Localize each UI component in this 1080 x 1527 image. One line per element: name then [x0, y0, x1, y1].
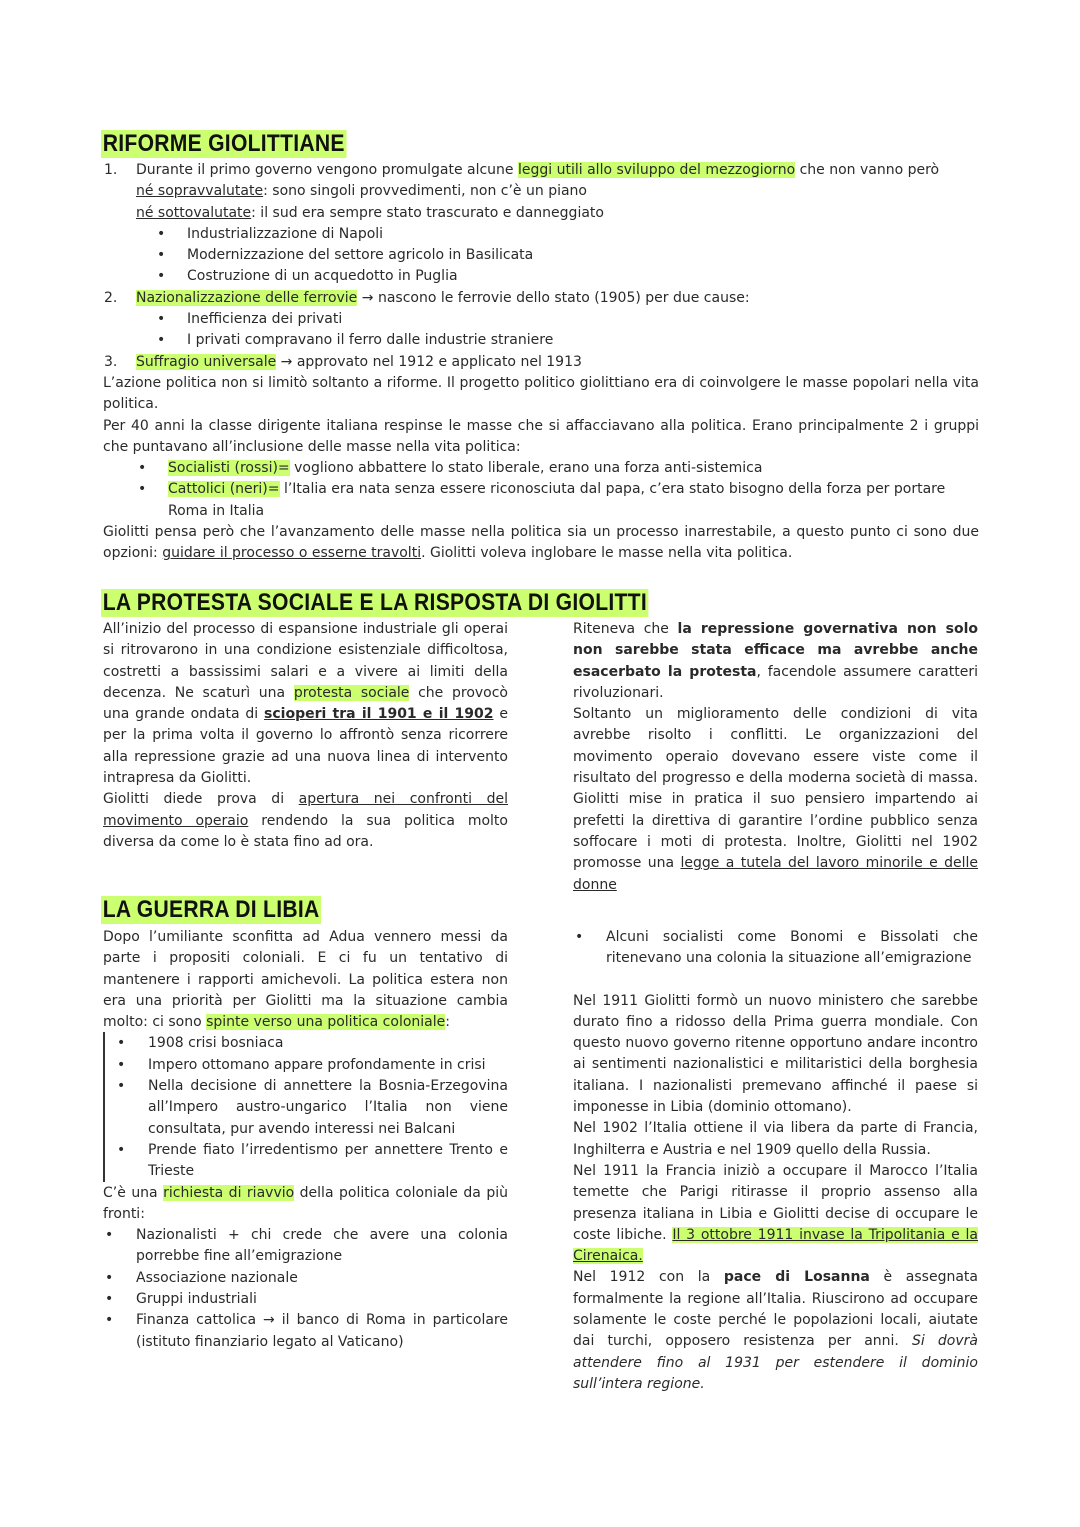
text: Giolitti pensa però che l’avanzamento delle masse nella politica sia un processo inarrestabile, a questo punto ci sono due opzioni: [103, 524, 979, 562]
highlighted-text: spinte verso una politica coloniale [206, 1014, 446, 1031]
bullet-icon: • [138, 481, 147, 498]
list-number: 3. [104, 353, 118, 370]
list-item [157, 245, 979, 266]
list-item [103, 416, 979, 459]
text: della politica coloniale da più fronti: [103, 1184, 508, 1222]
paragraph [103, 927, 508, 1033]
highlighted-text: Nazionalizzazione delle ferrovie [136, 289, 358, 306]
text: Nazionalisti + chi crede che avere una colonia porrebbe fine all’emigrazione [136, 1227, 508, 1265]
bullet-icon: • [157, 332, 166, 349]
list-item [105, 1225, 508, 1268]
paragraph [573, 1118, 978, 1161]
underlined-text: né sopravvalutate [136, 183, 264, 200]
heading-riforme: RIFORME GIOLITTIANE [102, 130, 345, 157]
paragraph [573, 704, 978, 896]
list-item [104, 352, 979, 373]
paragraph [573, 1267, 978, 1395]
bullet-icon: • [117, 1141, 126, 1158]
text: Riteneva che [573, 621, 678, 637]
text: Nella decisione di annettere la Bosnia-Erzegovina all’Impero austro-ungarico l’Italia non viene consultata, pur avendo interessi nei Balcani [148, 1078, 508, 1137]
heading-protesta: LA PROTESTA SOCIALE E LA RISPOSTA DI GIOLITTI [102, 589, 647, 616]
list-item [117, 1140, 508, 1183]
paragraph [573, 619, 978, 704]
bullet-icon: • [105, 1269, 114, 1286]
underlined-text: scioperi tra il 1901 e il 1902 [264, 706, 494, 723]
list-number: 1. [104, 162, 118, 178]
text: . Giolitti voleva inglobare le masse nella vita politica. [421, 545, 793, 562]
text: Nel 1912 con la [573, 1269, 724, 1286]
text: Finanza cattolica → il banco di Roma in particolare (istituto finanziario legato al Vaticano) [136, 1312, 508, 1350]
list-item [157, 330, 979, 351]
text: : sono singoli provvedimenti, non c’è un piano [263, 183, 587, 200]
bullet-icon: • [105, 1227, 114, 1244]
bullet-icon: • [157, 247, 166, 264]
protesta-right-column [573, 619, 978, 896]
libia-right-column [573, 927, 978, 1395]
paragraph [103, 1183, 508, 1226]
text: Giolitti diede prova di [103, 791, 299, 808]
highlighted-text: Il 3 ottobre 1911 invase la Tripolitania e la Cirenaica. [573, 1226, 978, 1265]
text: Durante il primo governo vengono promulgate alcune [136, 162, 518, 178]
text: Dopo l’umiliante sconfitta ad Adua vennero messi da parte i propositi coloniali. E ci fu un tentativo di mantenere i rapporti amichevoli. La politica estera non era una priorità per Giolitti ma la situazione cambia molto: ci sono [103, 929, 508, 1031]
text: vogliono abbattere lo stato liberale, erano una forza anti-sistemica [289, 460, 763, 477]
underlined-text: legge a tutela del lavoro minorile e delle donne [573, 855, 978, 893]
text: Gruppi industriali [136, 1291, 257, 1308]
list-item [136, 181, 979, 202]
text: Industrializzazione di Napoli [187, 225, 384, 242]
text: la repressione governativa non solo non sarebbe stata efficace ma avrebbe anche esacerbato la protesta [573, 621, 978, 680]
bullet-icon: • [157, 311, 166, 328]
highlighted-text: richiesta di riavvio [163, 1184, 295, 1201]
text: : il sud era sempre stato trascurato e danneggiato [251, 204, 604, 221]
paragraph [103, 619, 508, 789]
text: Nel 1911 la Francia iniziò a occupare il Marocco l’Italia temette che Parigi ritirasse il proprio assenso alla presenza italiana in Libia e Giolitti decise di occupare le coste libiche. [573, 1162, 978, 1243]
list-item [103, 522, 979, 565]
list-item [575, 927, 978, 970]
list-item [138, 479, 979, 522]
list-item [117, 1033, 508, 1054]
text: Costruzione di un acquedotto in Puglia [187, 268, 458, 285]
text: , facendole assumere caratteri rivoluzionari. [573, 663, 978, 701]
text: l’Italia era nata senza essere riconosciuta dal papa, c’era stato bisogno della forza per portare Roma in Italia [168, 481, 946, 519]
list-item [104, 160, 979, 181]
list-item [136, 203, 979, 224]
bullet-icon: • [117, 1056, 126, 1073]
bullet-icon: • [117, 1078, 126, 1095]
highlighted-text: Socialisti (rossi)= [168, 460, 290, 477]
bullet-icon: • [138, 460, 147, 477]
text: Si dovrà attendere fino al 1931 per estendere il dominio sull’intera regione. [573, 1333, 978, 1392]
bullet-icon: • [105, 1312, 114, 1329]
bullet-icon: • [117, 1035, 126, 1052]
text: C’è una [103, 1184, 164, 1201]
libia-left-column [103, 927, 508, 1353]
text: : [445, 1014, 450, 1031]
list-number: 2. [104, 289, 118, 306]
list-item [117, 1076, 508, 1140]
list-item [157, 224, 979, 245]
text: Modernizzazione del settore agricolo in Basilicata [187, 247, 534, 264]
protesta-left-column [103, 619, 508, 853]
text: 1908 crisi bosniaca [148, 1035, 284, 1052]
list-item [117, 1055, 508, 1076]
highlighted-text: leggi utili allo sviluppo del mezzogiorno [518, 162, 796, 178]
text: pace di Losanna [723, 1269, 870, 1286]
list-item [157, 266, 979, 287]
highlighted-text: Cattolici (neri)= [168, 481, 280, 498]
text: Alcuni socialisti come Bonomi e Bissolati che ritenevano una colonia la situazione all’emigrazione [606, 929, 978, 967]
text: Impero ottomano appare profondamente in crisi [148, 1056, 486, 1073]
text: che non vanno però [795, 162, 940, 178]
text: rendendo la sua politica molto diversa da come lo è stata fino ad ora. [103, 812, 508, 850]
underlined-text: apertura nei confronti del movimento operaio [103, 791, 508, 829]
heading-libia: LA GUERRA DI LIBIA [102, 896, 320, 923]
text: Prende fiato l’irredentismo per annettere Trento e Trieste [148, 1141, 508, 1180]
text: che provocò una grande ondata di [103, 684, 509, 723]
paragraph [103, 789, 508, 853]
bullet-icon: • [575, 929, 584, 945]
underlined-text: guidare il processo o esserne travolti [162, 545, 422, 562]
bullet-icon: • [157, 268, 166, 285]
text: e per la prima volta il governo lo affrontò senza ricorrere alla repressione grazie ad una nuova linea di intervento intrapresa da Giolitti. [103, 706, 508, 787]
text: Associazione nazionale [136, 1269, 298, 1286]
text: → nascono le ferrovie dello stato (1905) per due cause: [357, 289, 750, 306]
text: L’azione politica non si limitò soltanto a riforme. Il progetto politico giolittiano era di coinvolgere le masse popolari nella vita politica. [103, 374, 979, 413]
list-item [105, 1268, 508, 1289]
text: Nel 1902 l’Italia ottiene il via libera da parte di Francia, Inghilterra e Austria e nel 1909 quello della Russia. [573, 1120, 978, 1158]
paragraph [573, 1161, 978, 1267]
list-item [103, 373, 979, 416]
text: Nel 1911 Giolitti formò un nuovo ministero che sarebbe durato fino a ridosso della Prima guerra mondiale. Con questo nuovo governo ritenne opportuno andare incontro ai sentimenti nazionalistici e militaristici della borghesia italiana. I nazionalisti premevano affinché il paese si imponesse in Libia (dominio ottomano). [573, 992, 978, 1116]
riforme-body [103, 160, 979, 565]
list-item [157, 309, 979, 330]
list-item [104, 288, 979, 309]
paragraph [573, 991, 978, 1119]
text: Per 40 anni la classe dirigente italiana respinse le masse che si affacciavano alla politica. Erano principalmente 2 i gruppi che puntavano all’inclusione delle masse nella vita politica: [103, 417, 979, 455]
list-item [105, 1310, 508, 1353]
list-item [105, 1289, 508, 1310]
highlighted-text: Suffragio universale [136, 353, 277, 370]
text: Soltanto un miglioramento delle condizioni di vita avrebbe risolto i conflitti. Le organizzazioni del movimento operaio dovevano essere viste come il risultato del progresso e della moderna società di massa. Giolitti mise in pratica il suo pensiero impartendo ai prefetti la direttiva di garantire l’ordine pubblico senza soffocare i moti di protesta. Inoltre, Giolitti nel 1902 promosse una [573, 706, 978, 872]
text: → approvato nel 1912 e applicato nel 1913 [276, 353, 582, 370]
text: Inefficienza dei privati [187, 311, 343, 328]
text: All’inizio del processo di espansione industriale gli operai si ritrovarono in una condizione esistenziale difficoltosa, costretti a bassissimi salari e a vivere ai limiti della decenza. Ne scaturì una [103, 621, 508, 701]
list-item [138, 458, 979, 479]
underlined-text: né sottovalutate [136, 204, 252, 221]
highlighted-text: protesta sociale [293, 684, 410, 701]
text: I privati compravano il ferro dalle industrie straniere [187, 332, 554, 349]
bullet-icon: • [105, 1291, 114, 1308]
text: è assegnata formalmente la regione all’Italia. Riuscirono ad occupare solamente le coste perché le popolazioni locali, aiutate dai turchi, opposero resistenza per anni. [573, 1269, 978, 1350]
bullet-icon: • [157, 225, 166, 242]
